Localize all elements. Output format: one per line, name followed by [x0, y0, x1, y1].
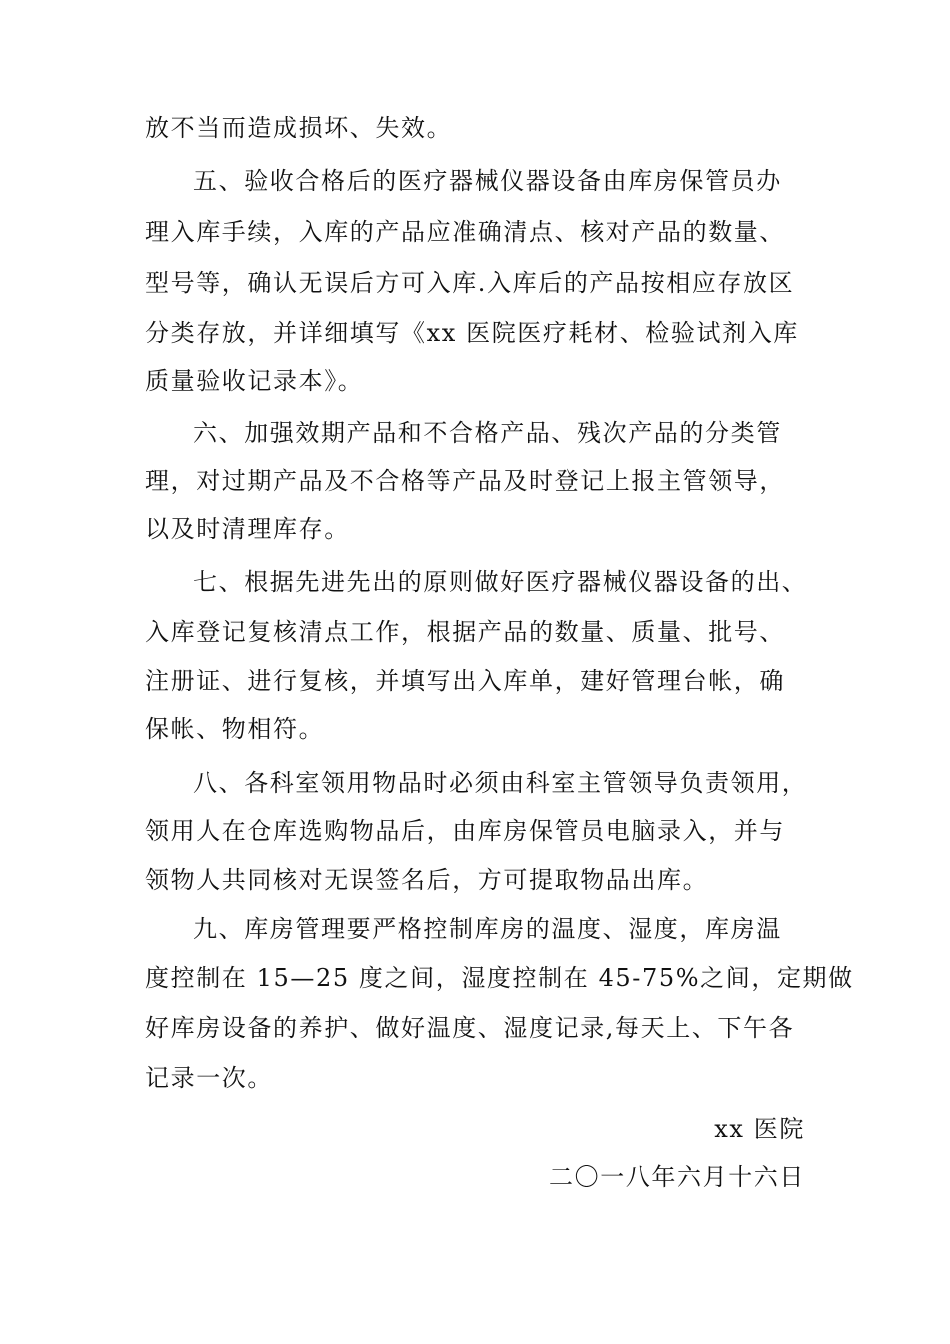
paragraph-line: 五、验收合格后的医疗器械仪器设备由库房保管员办: [193, 167, 782, 195]
paragraph-line: 度控制在 15—25 度之间，湿度控制在 45-75%之间，定期做: [145, 964, 854, 992]
paragraph-line: 九、库房管理要严格控制库房的温度、湿度，库房温: [193, 915, 782, 943]
paragraph-line: 保帐、物相符。: [145, 715, 325, 743]
paragraph-line: 分类存放，并详细填写《xx 医院医疗耗材、检验试剂入库: [145, 319, 799, 347]
paragraph-line: 注册证、进行复核，并填写出入库单，建好管理台帐，确: [145, 667, 785, 695]
paragraph-line: 八、各科室领用物品时必须由科室主管领导负责领用，: [193, 769, 808, 797]
paragraph-line: 记录一次。: [145, 1064, 273, 1092]
paragraph-line: 理入库手续，入库的产品应准确清点、核对产品的数量、: [145, 218, 785, 246]
paragraph-line: 放不当而造成损坏、失效。: [145, 114, 453, 142]
paragraph-line: 以及时清理库存。: [145, 515, 350, 543]
paragraph-line: 型号等，确认无误后方可入库.入库后的产品按相应存放区: [145, 269, 795, 297]
paragraph-line: 领物人共同核对无误签名后，方可提取物品出库。: [145, 866, 709, 894]
paragraph-line: 理，对过期产品及不合格等产品及时登记上报主管领导，: [145, 467, 785, 495]
paragraph-line: 六、加强效期产品和不合格产品、残次产品的分类管: [193, 419, 782, 447]
paragraph-line: 入库登记复核清点工作，根据产品的数量、质量、批号、: [145, 618, 785, 646]
paragraph-line: 七、根据先进先出的原则做好医疗器械仪器设备的出、: [193, 568, 808, 596]
paragraph-line: 好库房设备的养护、做好温度、湿度记录,每天上、下午各: [145, 1014, 795, 1042]
paragraph-line: 领用人在仓库选购物品后，由库房保管员电脑录入，并与: [145, 817, 785, 845]
signature-organization: xx 医院: [714, 1115, 805, 1143]
signature-date: 二〇一八年六月十六日: [549, 1163, 805, 1191]
paragraph-line: 质量验收记录本》。: [145, 367, 364, 395]
